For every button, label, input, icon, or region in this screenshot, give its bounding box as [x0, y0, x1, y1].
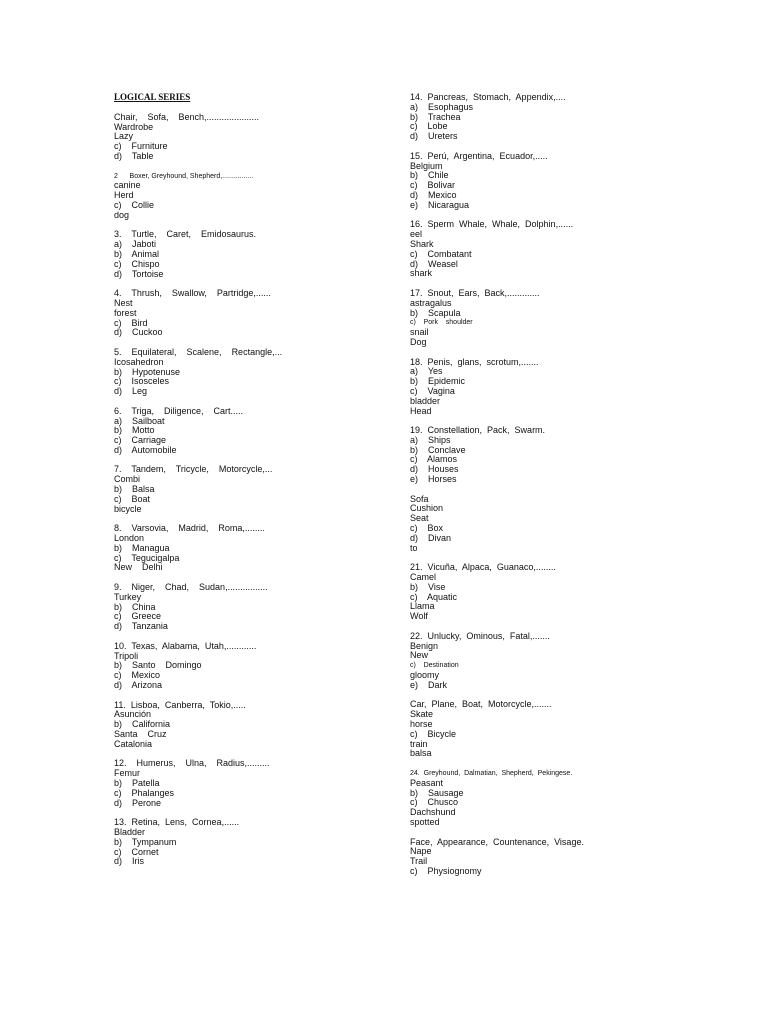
question-line: b) Balsa: [114, 484, 155, 495]
question-line: b) Scapula: [410, 307, 461, 318]
question-line: a) Sailboat: [114, 415, 165, 426]
question-line: Camel: [410, 572, 437, 583]
question-line: astragalus: [410, 297, 452, 308]
question-block: [410, 289, 640, 348]
question-line: Trail: [410, 856, 428, 867]
question-line: Cushion: [410, 503, 444, 514]
question-line: a) Ships: [410, 434, 451, 445]
question-block: [114, 289, 314, 338]
question-line: a) Yes: [410, 366, 443, 377]
question-line: 11. Lisboa, Canberra, Tokio,.....: [114, 699, 246, 710]
question-line: e) Horses: [410, 474, 457, 485]
question-line: Sofa: [410, 493, 429, 504]
question-block: [114, 642, 314, 691]
question-line: c) Greece: [114, 611, 162, 622]
question-line: b) Epidemic: [410, 376, 466, 387]
question-line: Dachshund: [410, 807, 456, 818]
question-line: Combi: [114, 474, 141, 485]
question-line: d) Ureters: [410, 131, 458, 142]
question-line: c) Lobe: [410, 121, 448, 132]
question-line: Bladder: [114, 826, 146, 837]
question-block: [114, 465, 314, 514]
question-line: b) Managua: [114, 542, 170, 553]
question-line: e) Dark: [410, 679, 448, 690]
question-block: [114, 230, 314, 279]
question-line: b) Vise: [410, 581, 446, 592]
left-question-list: [114, 113, 314, 867]
question-line: 17. Snout, Ears, Back,.............: [410, 287, 540, 298]
question-line: 7. Tandem, Tricycle, Motorcycle,...: [114, 464, 273, 475]
question-line: a) Esophagus: [410, 101, 474, 112]
question-line: 4. Thrush, Swallow, Partridge,......: [114, 288, 271, 299]
question-line: c) Destination: [410, 662, 459, 670]
question-line: Face, Appearance, Countenance, Visage.: [410, 836, 584, 847]
question-line: Tripoli: [114, 650, 139, 661]
question-line: Icosahedron: [114, 356, 164, 367]
question-line: Benign: [410, 640, 439, 651]
question-line: Wolf: [410, 611, 428, 622]
question-line: 22. Unlucky, Ominous, Fatal,.......: [410, 630, 550, 641]
question-line: train: [410, 738, 428, 749]
question-line: d) Automobile: [114, 444, 177, 455]
question-line: c) Carriage: [114, 435, 167, 446]
question-line: Herd: [114, 190, 134, 201]
question-line: Shark: [410, 238, 434, 249]
page-title: LOGICAL SERIES: [114, 92, 191, 102]
question-line: b) Animal: [114, 248, 160, 259]
question-block: [114, 759, 314, 808]
question-block: [114, 583, 314, 632]
question-block: [410, 93, 640, 142]
question-line: c) Box: [410, 523, 444, 534]
question-line: c) Mexico: [114, 670, 161, 681]
question-line: Seat: [410, 513, 429, 524]
question-line: Catalonia: [114, 738, 153, 749]
question-line: d) Perone: [114, 797, 162, 808]
question-line: 15. Perú, Argentina, Ecuador,.....: [410, 150, 548, 161]
question-block: [410, 358, 640, 417]
question-line: spotted: [410, 816, 440, 827]
question-block: [114, 701, 314, 750]
question-line: dog: [114, 209, 130, 220]
question-line: d) Tortoise: [114, 268, 164, 279]
question-line: 2 Boxer, Greyhound, Shepherd,................: [114, 172, 254, 180]
question-line: 18. Penis, glans, scrotum,.......: [410, 356, 539, 367]
question-line: to: [410, 542, 418, 553]
question-line: 24. Greyhound, Dalmatian, Shepherd, Pekingese.: [410, 769, 573, 777]
right-column: [410, 93, 640, 887]
question-block: [114, 172, 314, 221]
question-line: Dog: [410, 336, 427, 347]
question-line: b) Tympanum: [114, 836, 177, 847]
question-line: shark: [410, 268, 433, 279]
question-block: [410, 632, 640, 691]
question-line: Wardrobe: [114, 121, 154, 132]
question-line: c) Boat: [114, 493, 151, 504]
question-line: d) Divan: [410, 532, 452, 543]
question-line: 12. Humerus, Ulna, Radius,.........: [114, 758, 270, 769]
question-line: bicycle: [114, 503, 142, 514]
question-line: c) Aquatic: [410, 591, 458, 602]
question-line: 8. Varsovia, Madrid, Roma,........: [114, 523, 265, 534]
question-line: bladder: [410, 395, 441, 406]
question-line: Lazy: [114, 131, 134, 142]
question-line: d) Leg: [114, 386, 148, 397]
question-line: b) Patella: [114, 777, 160, 788]
question-line: b) Motto: [114, 425, 155, 436]
question-line: horse: [410, 719, 433, 729]
question-line: Nape: [410, 846, 432, 857]
question-line: b) Conclave: [410, 444, 466, 455]
question-line: c) Collie: [114, 199, 155, 210]
question-line: c) Phalanges: [114, 787, 175, 798]
question-line: forest: [114, 307, 137, 318]
question-block: [410, 495, 640, 554]
question-line: Femur: [114, 768, 141, 779]
question-line: b) Trachea: [410, 111, 461, 122]
question-block: [114, 524, 314, 573]
right-question-list: [410, 93, 640, 877]
question-line: c) Chusco: [410, 797, 459, 808]
question-line: 13. Retina, Lens, Cornea,......: [114, 817, 240, 828]
question-line: New Delhi: [114, 562, 163, 573]
question-line: snail: [410, 327, 429, 338]
question-line: b) China: [114, 601, 156, 612]
question-line: Car, Plane, Boat, Motorcycle,.......: [410, 699, 552, 710]
question-line: New: [410, 650, 429, 661]
question-line: c) Pork shoulder: [410, 319, 473, 327]
question-line: 5. Equilateral, Scalene, Rectangle,...: [114, 346, 283, 357]
question-line: 9. Niger, Chad, Sudan,................: [114, 582, 268, 593]
question-block: [114, 348, 314, 397]
question-line: canine: [114, 180, 141, 191]
question-line: b) Chile: [410, 170, 449, 181]
question-line: eel: [410, 229, 423, 240]
question-line: c) Bird: [114, 317, 148, 328]
question-line: d) Weasel: [410, 258, 458, 269]
question-line: 19. Constellation, Pack, Swarm.: [410, 425, 546, 436]
question-line: Peasant: [410, 777, 444, 788]
question-line: gloomy: [410, 670, 440, 681]
question-line: 21. Vicuña, Alpaca, Guanaco,........: [410, 562, 556, 573]
question-line: Chair, Sofa, Bench,.....................: [114, 111, 260, 122]
question-line: London: [114, 533, 145, 544]
question-line: 6. Triga, Diligence, Cart.....: [114, 405, 244, 416]
question-line: Belgium: [410, 160, 443, 171]
question-line: d) Iris: [114, 856, 145, 867]
question-line: c) Combatant: [410, 248, 472, 259]
question-line: 14. Pancreas, Stomach, Appendix,....: [410, 92, 566, 102]
question-line: 10. Texas, Alabama, Utah,............: [114, 640, 257, 651]
question-line: c) Cornet: [114, 846, 159, 857]
question-line: Santa Cruz: [114, 729, 167, 739]
question-line: c) Bolivar: [410, 180, 456, 191]
question-line: 16. Sperm Whale, Whale, Dolphin,......: [410, 219, 574, 230]
question-line: c) Isosceles: [114, 376, 170, 387]
question-line: Skate: [410, 709, 434, 720]
question-block: [410, 426, 640, 485]
question-block: [114, 818, 314, 867]
question-line: Asunción: [114, 709, 152, 720]
question-line: d) Tanzania: [114, 621, 168, 632]
question-line: d) Mexico: [410, 189, 457, 200]
question-block: [114, 113, 314, 162]
left-column: [114, 93, 314, 877]
question-line: d) Arizona: [114, 680, 163, 691]
question-line: d) Cuckoo: [114, 327, 163, 338]
question-line: Nest: [114, 297, 133, 308]
question-line: e) Nicaragua: [410, 199, 470, 210]
question-line: c) Vagina: [410, 385, 455, 396]
question-line: Llama: [410, 601, 435, 612]
question-line: d) Houses: [410, 464, 459, 475]
question-block: [410, 769, 640, 828]
question-block: [410, 838, 640, 877]
question-block: [410, 220, 640, 279]
question-line: balsa: [410, 748, 432, 759]
question-line: d) Table: [114, 150, 154, 161]
question-line: b) Santo Domingo: [114, 660, 202, 671]
question-line: b) Hypotenuse: [114, 366, 181, 377]
question-line: Head: [410, 405, 432, 416]
question-line: a) Jaboti: [114, 239, 157, 250]
question-line: c) Tegucigalpa: [114, 552, 180, 563]
question-block: [114, 407, 314, 456]
question-block: [410, 152, 640, 211]
question-line: c) Furniture: [114, 141, 168, 152]
question-block: [410, 700, 640, 759]
question-line: b) Sausage: [410, 787, 464, 798]
question-line: c) Bicycle: [410, 728, 457, 739]
question-line: Turkey: [114, 591, 142, 602]
question-block: [410, 563, 640, 622]
question-line: b) California: [114, 719, 171, 730]
question-line: c) Chispo: [114, 258, 160, 269]
question-line: c) Alamos: [410, 454, 458, 465]
question-line: c) Physiognomy: [410, 865, 482, 876]
question-line: 3. Turtle, Caret, Emidosaurus.: [114, 229, 257, 240]
